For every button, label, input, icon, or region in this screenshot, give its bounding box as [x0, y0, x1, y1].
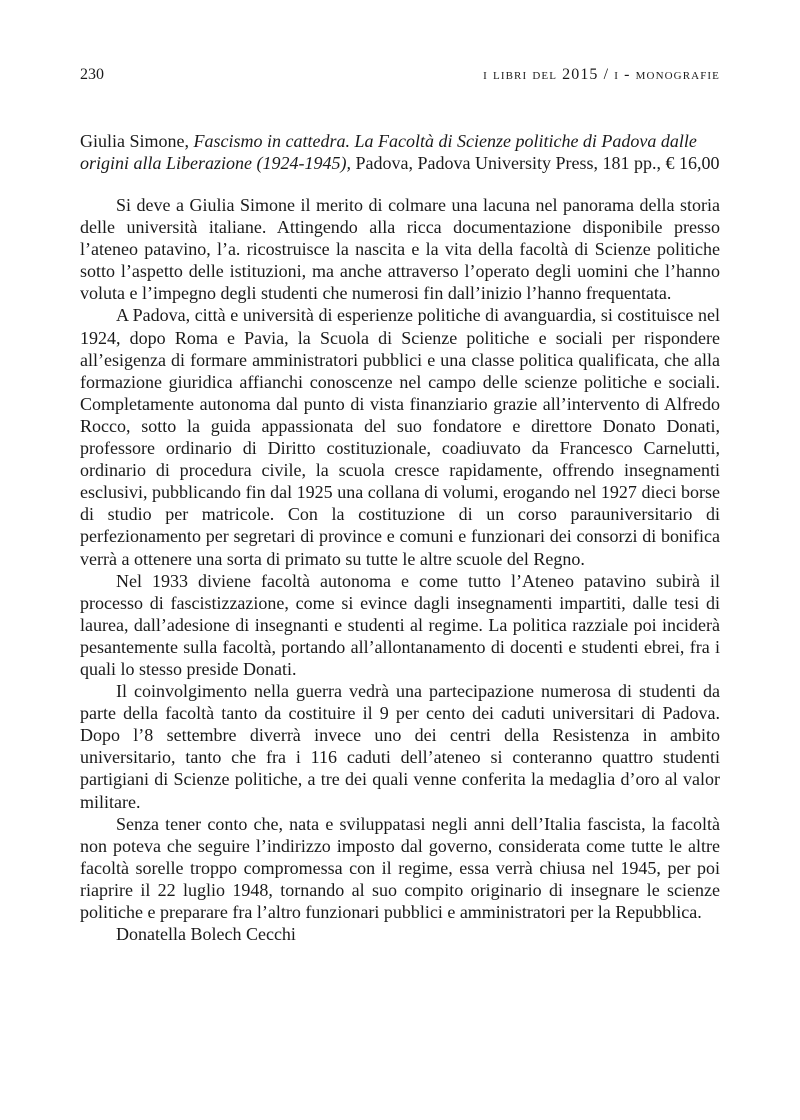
- citation-author: Giulia Simone,: [80, 131, 194, 151]
- paragraph: Senza tener conto che, nata e sviluppatasi negli anni dell’Italia fascista, la facoltà non poteva che seguire l’indirizzo imposto dal governo, considerata come tutte le altre facoltà sorelle troppo compromessa con il regime, essa verrà chiusa nel 1945, per poi riaprire il 22 luglio 1948, tornando al suo compito originario di insegnare le scienze politiche e preparare fra l’altro funzionari pubblici e amministratori per la Repubblica.: [80, 813, 720, 922]
- book-citation: [80, 130, 720, 174]
- citation-title: Fascismo in cattedra. La Facoltà di Scienze politiche di Padova dalle origini alla Liberazione (1924-1945),: [80, 131, 697, 173]
- reviewer-signature: Donatella Bolech Cecchi: [116, 924, 296, 945]
- page-number: 230: [80, 66, 104, 83]
- paragraph: Si deve a Giulia Simone il merito di colmare una lacuna nel panorama della storia delle università italiane. Attingendo alla ricca documentazione disponibile presso l’ateneo patavino, l’a. ricostruisce la nascita e la vita della facoltà di Scienze politiche sotto l’aspetto delle istituzioni, ma anche attraverso l’operato degli uomini che l’hanno voluta e l’impegno degli studenti che numerosi fin dall’inizio l’hanno frequentata.: [80, 195, 720, 304]
- citation-publication: Padova, Padova University Press, 181 pp., € 16,00: [351, 153, 720, 173]
- paragraph: Nel 1933 diviene facoltà autonoma e come tutto l’Ateneo patavino subirà il processo di fascistizzazione, come si evince dagli insegnamenti impartiti, dalle tesi di laurea, dall’adesione di insegnanti e studenti al regime. La politica razziale poi inciderà pesantemente sulla facoltà, portando all’allontanamento di docenti e studenti ebrei, fra i quali lo stesso preside Donati.: [80, 570, 720, 679]
- paragraph: A Padova, città e università di esperienze politiche di avanguardia, si costituisce nel 1924, dopo Roma e Pavia, la Scuola di Scienze politiche e sociali per rispondere all’esigenza di formare amministratori pubblici e una classe politica qualificata, che alla formazione giuridica affianchi conoscenze nel campo delle scienze politiche e sociali. Completamente autonoma dal punto di vista finanziario grazie all’intervento di Alfredo Rocco, sotto la guida appassionata del suo fondatore e direttore Donato Donati, professore ordinario di Diritto costituzionale, coadiuvato da Francesco Carnelutti, ordinario di procedura civile, la scuola cresce rapidamente, offrendo insegnamenti esclusivi, pubblicando fin dal 1925 una collana di volumi, erogando nel 1927 dieci borse di studio per matricole. Con la costituzione di un corso parauniversitario di perfezionamento per segretari di province e comuni e funzionari dei consorzi di bonifica verrà a ottenere una sorta di primato su tutte le altre scuole del Regno.: [80, 305, 720, 569]
- paragraph: Il coinvolgimento nella guerra vedrà una partecipazione numerosa di studenti da parte della facoltà tanto da costituire il 9 per cento dei caduti universitari di Padova. Dopo l’8 settembre diverrà invece uno dei centri della Resistenza in ambito universitario, tanto che fra i 116 caduti dell’ateneo si conteranno quattro studenti partigiani di Scienze politiche, a tre dei quali venne conferita la medaglia d’oro al valor militare.: [80, 681, 720, 812]
- page-header: [80, 66, 720, 92]
- review-body: [80, 194, 720, 945]
- running-head: i libri del 2015 / i - monografie: [483, 66, 720, 83]
